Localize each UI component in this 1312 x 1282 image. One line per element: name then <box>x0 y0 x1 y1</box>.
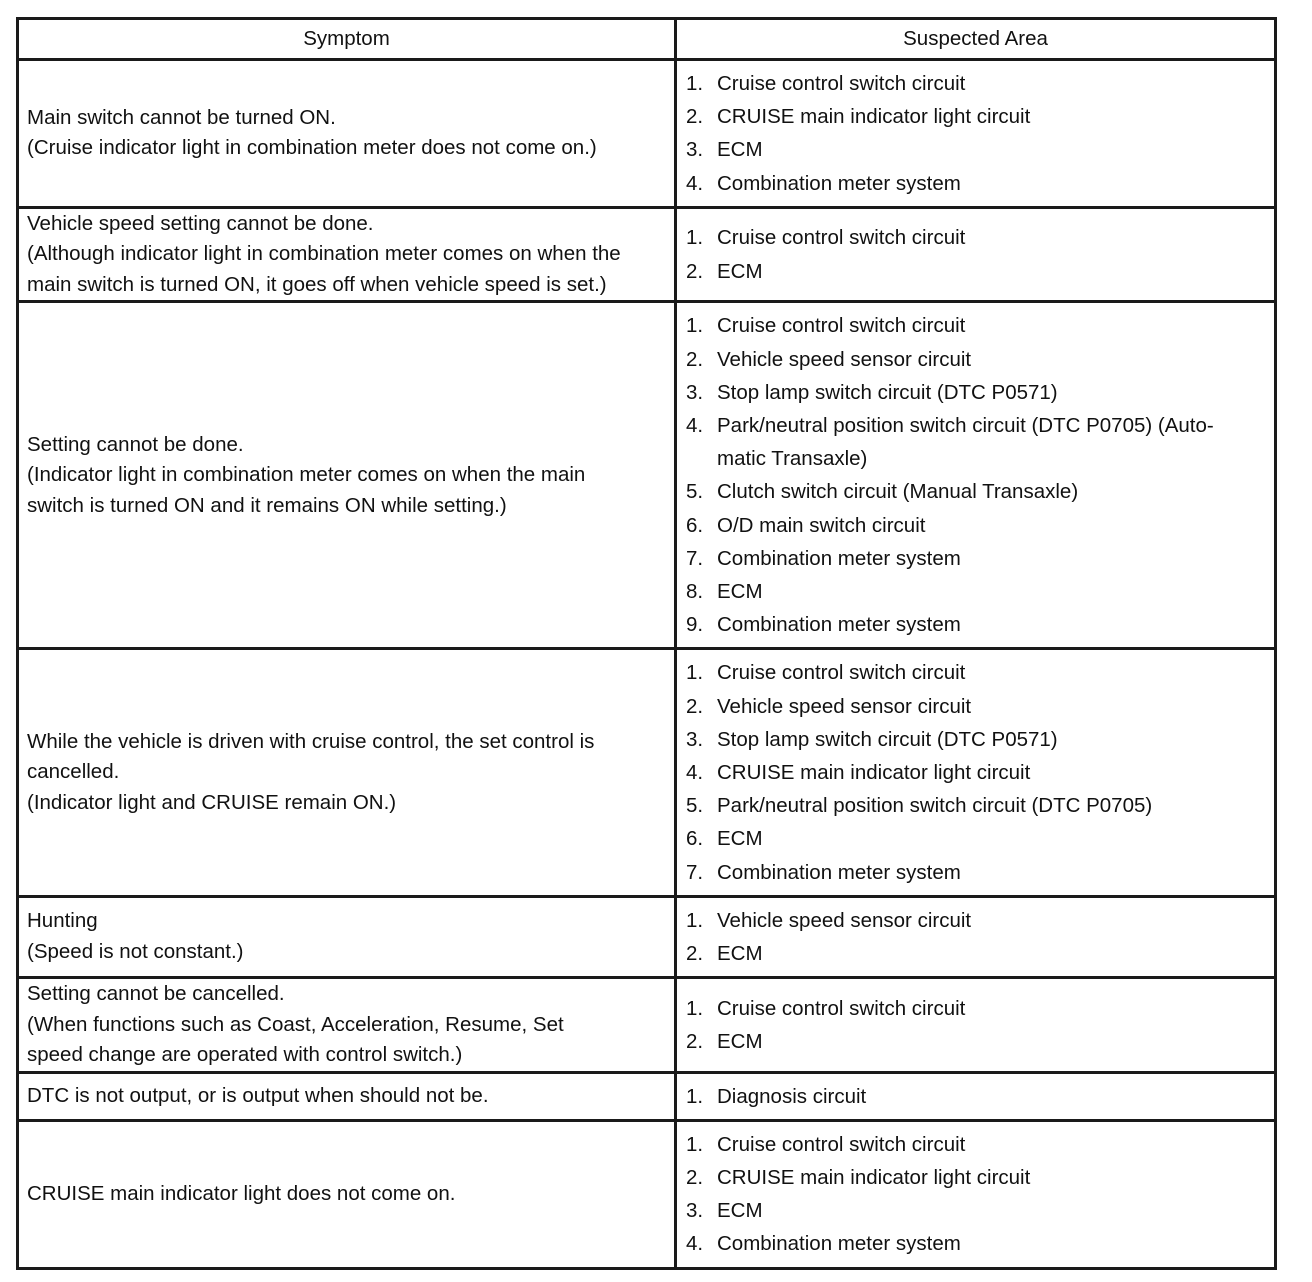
symptom-cell <box>18 302 676 649</box>
item-text: Vehicle speed sensor circuit <box>717 908 972 932</box>
item-text: Park/neutral position switch circuit (DTC P0705) <box>717 794 1153 818</box>
list-item <box>686 309 1264 342</box>
item-number: 1. <box>686 1132 704 1156</box>
table-body <box>18 60 1276 1269</box>
item-text: Clutch switch circuit (Manual Transaxle) <box>717 480 1079 504</box>
item-number: 2. <box>686 1029 704 1053</box>
suspected-area-list <box>686 992 1264 1058</box>
list-item <box>686 475 1264 508</box>
item-number: 1. <box>686 661 704 685</box>
item-number: 2. <box>686 1166 704 1190</box>
symptom-text: While the vehicle is driven with cruise control, the set control is <box>27 729 595 753</box>
suspected-area-cell <box>676 302 1276 649</box>
suspected-area-cell <box>676 207 1276 302</box>
table-row <box>18 1120 1276 1268</box>
table-row <box>18 207 1276 302</box>
list-item <box>686 690 1264 723</box>
symptom-text: DTC is not output, or is output when should not be. <box>27 1084 489 1108</box>
list-item <box>686 67 1264 100</box>
list-item <box>686 723 1264 756</box>
item-text: Combination meter system <box>717 171 961 195</box>
list-item <box>686 376 1264 409</box>
item-number: 5. <box>686 794 704 818</box>
suspected-area-cell <box>676 60 1276 208</box>
item-text: Stop lamp switch circuit (DTC P0571) <box>717 727 1058 751</box>
item-text: Combination meter system <box>717 1232 961 1256</box>
symptom-cell <box>18 896 676 977</box>
table-row <box>18 896 1276 977</box>
list-item <box>686 1194 1264 1227</box>
list-item <box>686 822 1264 855</box>
symptom-cell <box>18 978 676 1073</box>
item-number: 3. <box>686 138 704 162</box>
item-number: 6. <box>686 513 704 537</box>
item-number: 3. <box>686 380 704 404</box>
suspected-area-list <box>686 67 1264 200</box>
item-number: 4. <box>686 760 704 784</box>
item-number: 4. <box>686 1232 704 1256</box>
item-number: 2. <box>686 694 704 718</box>
item-number: 9. <box>686 613 704 637</box>
list-item <box>686 1227 1264 1260</box>
list-item <box>686 904 1264 937</box>
item-text: Cruise control switch circuit <box>717 314 966 338</box>
item-number: 3. <box>686 1199 704 1223</box>
item-text: CRUISE main indicator light circuit <box>717 1166 1031 1190</box>
list-item <box>686 409 1264 475</box>
item-text: Combination meter system <box>717 860 961 884</box>
item-text: O/D main switch circuit <box>717 513 926 537</box>
item-text: Combination meter system <box>717 546 961 570</box>
item-text: Park/neutral position switch circuit (DTC P0705) (Auto- matic Transaxle) <box>717 413 1214 471</box>
item-number: 1. <box>686 1084 704 1108</box>
list-item <box>686 937 1264 970</box>
symptom-cell <box>18 207 676 302</box>
item-text: Cruise control switch circuit <box>717 72 966 95</box>
symptom-cell <box>18 60 676 208</box>
header-suspected-area: Suspected Area <box>676 19 1276 60</box>
header-row <box>18 19 1276 60</box>
list-item <box>686 1128 1264 1161</box>
item-number: 6. <box>686 827 704 851</box>
symptom-text: Vehicle speed setting cannot be done. <box>27 211 374 235</box>
suspected-area-list <box>686 1080 1264 1113</box>
item-number: 1. <box>686 996 704 1020</box>
symptom-cell <box>18 1072 676 1120</box>
list-item <box>686 992 1264 1025</box>
symptom-text: Setting cannot be cancelled. <box>27 982 285 1006</box>
item-number: 3. <box>686 727 704 751</box>
table-row <box>18 302 1276 649</box>
list-item <box>686 542 1264 575</box>
table-row <box>18 1072 1276 1120</box>
symptom-text: cancelled. <box>27 760 120 784</box>
item-text: ECM <box>717 138 763 162</box>
item-text: CRUISE main indicator light circuit <box>717 760 1031 784</box>
item-number: 8. <box>686 579 704 603</box>
item-text: Cruise control switch circuit <box>717 996 966 1020</box>
list-item <box>686 1025 1264 1058</box>
list-item <box>686 100 1264 133</box>
item-text: Stop lamp switch circuit (DTC P0571) <box>717 380 1058 404</box>
item-text: Cruise control switch circuit <box>717 661 966 685</box>
suspected-area-cell <box>676 1120 1276 1268</box>
list-item <box>686 1161 1264 1194</box>
item-number: 5. <box>686 480 704 504</box>
symptom-text: (When functions such as Coast, Acceleration, Resume, Set <box>27 1012 564 1036</box>
suspected-area-list <box>686 904 1264 970</box>
item-number: 4. <box>686 413 704 437</box>
item-number: 7. <box>686 860 704 884</box>
table-row <box>18 60 1276 208</box>
symptom-cell <box>18 1120 676 1268</box>
symptom-text: (Cruise indicator light in combination meter does not come on.) <box>27 136 597 160</box>
symptom-text: switch is turned ON and it remains ON while setting.) <box>27 493 507 517</box>
symptom-text: (Indicator light and CRUISE remain ON.) <box>27 790 397 814</box>
item-text: Cruise control switch circuit <box>717 226 966 250</box>
item-text: CRUISE main indicator light circuit <box>717 105 1031 129</box>
troubleshooting-table <box>16 17 1277 1270</box>
item-text: Vehicle speed sensor circuit <box>717 694 972 718</box>
suspected-area-cell <box>676 649 1276 896</box>
list-item <box>686 167 1264 200</box>
symptom-text: speed change are operated with control switch.) <box>27 1043 463 1067</box>
suspected-area-list <box>686 656 1264 888</box>
list-item <box>686 133 1264 166</box>
symptom-text: Setting cannot be done. <box>27 432 244 456</box>
item-number: 1. <box>686 226 704 250</box>
item-number: 2. <box>686 347 704 371</box>
item-text: Combination meter system <box>717 613 961 637</box>
list-item <box>686 608 1264 641</box>
item-text: ECM <box>717 827 763 851</box>
item-text: ECM <box>717 579 763 603</box>
table-row <box>18 649 1276 896</box>
symptom-text: main switch is turned ON, it goes off when vehicle speed is set.) <box>27 272 607 296</box>
list-item <box>686 856 1264 889</box>
item-number: 1. <box>686 908 704 932</box>
item-text: Vehicle speed sensor circuit <box>717 347 972 371</box>
list-item <box>686 789 1264 822</box>
list-item <box>686 1080 1264 1113</box>
item-number: 1. <box>686 314 704 338</box>
item-text: Cruise control switch circuit <box>717 1132 966 1156</box>
symptom-text: (Speed is not constant.) <box>27 939 244 963</box>
symptom-text: Hunting <box>27 909 98 933</box>
list-item <box>686 221 1264 254</box>
item-number: 1. <box>686 72 704 95</box>
item-number: 4. <box>686 171 704 195</box>
suspected-area-cell <box>676 896 1276 977</box>
item-text: ECM <box>717 1199 763 1223</box>
item-text: Diagnosis circuit <box>717 1084 867 1108</box>
symptom-text: (Although indicator light in combination meter comes on when the <box>27 242 621 266</box>
item-text: ECM <box>717 259 763 283</box>
symptom-cell <box>18 649 676 896</box>
list-item <box>686 343 1264 376</box>
header-symptom: Symptom <box>18 19 676 60</box>
suspected-area-cell <box>676 978 1276 1073</box>
item-number: 2. <box>686 941 704 965</box>
suspected-area-list <box>686 221 1264 287</box>
item-text: ECM <box>717 1029 763 1053</box>
symptom-text: CRUISE main indicator light does not come on. <box>27 1182 456 1206</box>
item-number: 2. <box>686 105 704 129</box>
item-number: 2. <box>686 259 704 283</box>
list-item <box>686 756 1264 789</box>
list-item <box>686 656 1264 689</box>
symptom-text: Main switch cannot be turned ON. <box>27 105 336 129</box>
list-item <box>686 575 1264 608</box>
table-row <box>18 978 1276 1073</box>
list-item <box>686 255 1264 288</box>
suspected-area-cell <box>676 1072 1276 1120</box>
symptom-text: (Indicator light in combination meter comes on when the main <box>27 463 586 487</box>
list-item <box>686 509 1264 542</box>
suspected-area-list <box>686 309 1264 641</box>
item-text: ECM <box>717 941 763 965</box>
item-number: 7. <box>686 546 704 570</box>
suspected-area-list <box>686 1128 1264 1261</box>
